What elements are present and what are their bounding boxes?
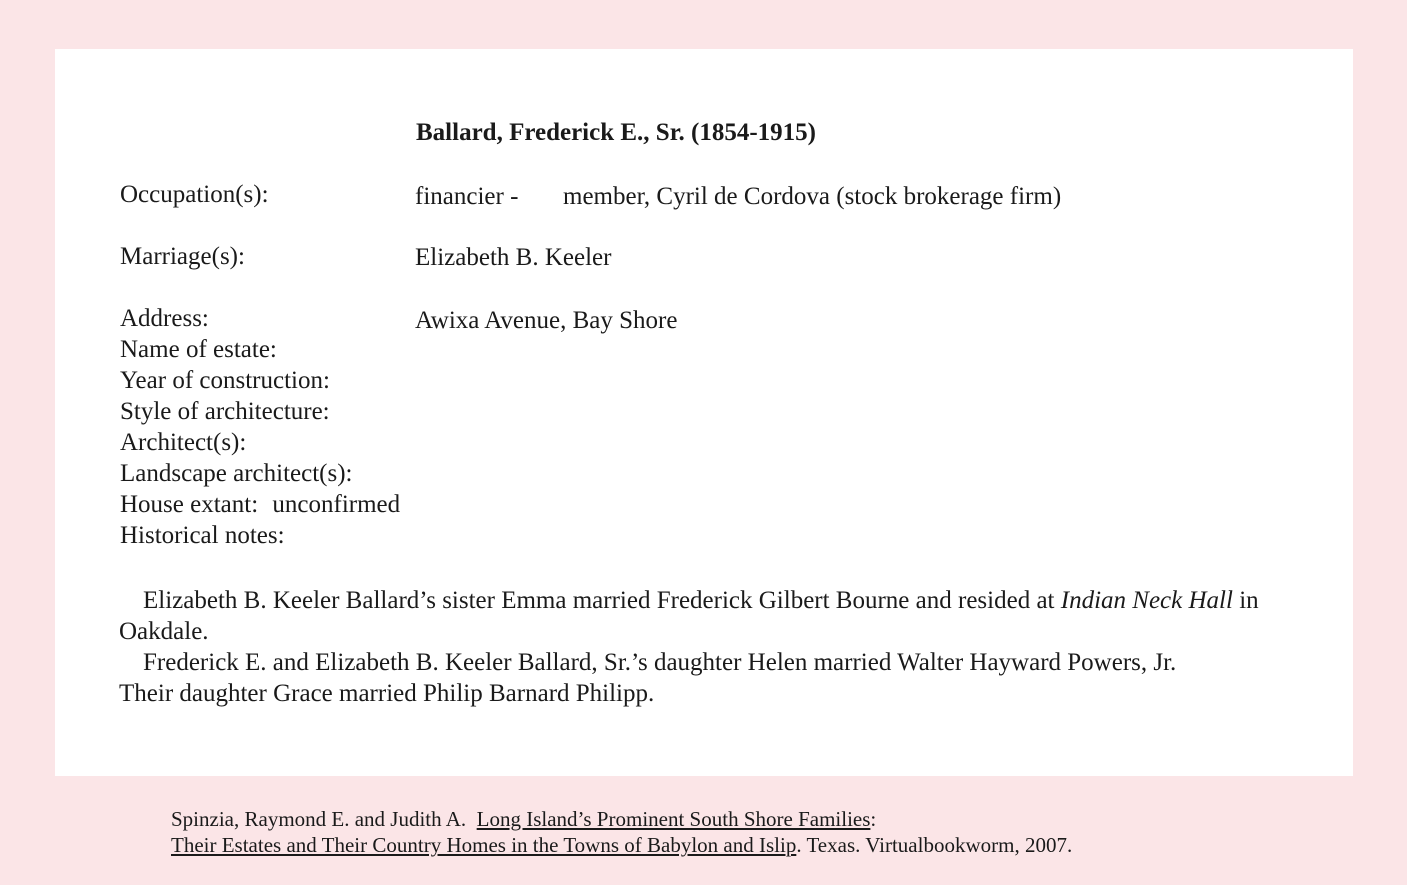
marriage-value: Elizabeth B. Keeler bbox=[415, 244, 612, 271]
citation-book-title: Long Island’s Prominent South Shore Families bbox=[476, 807, 871, 831]
historical-notes bbox=[119, 585, 1294, 709]
extant-row bbox=[120, 491, 400, 519]
note-continuation: Their daughter Grace married Philip Barnard Philipp. bbox=[119, 680, 655, 707]
occupation-title: financier - bbox=[415, 183, 519, 210]
architect-label: Architect(s): bbox=[120, 429, 247, 456]
citation-publisher: . Texas. Virtualbookworm, 2007. bbox=[796, 833, 1073, 857]
estate-label: Name of estate: bbox=[120, 336, 277, 363]
estate-name: Indian Neck Hall bbox=[1060, 587, 1233, 614]
marriage-label: Marriage(s): bbox=[120, 243, 245, 270]
note-paragraph bbox=[119, 647, 1294, 678]
citation-authors: Spinzia, Raymond E. and Judith A. bbox=[171, 807, 467, 831]
occupation-label: Occupation(s): bbox=[120, 181, 269, 208]
year-label: Year of construction: bbox=[120, 367, 330, 394]
occupation-detail: member, Cyril de Cordova (stock brokerage firm) bbox=[563, 183, 1062, 210]
citation-book-subtitle: Their Estates and Their Country Homes in the Towns of Babylon and Islip bbox=[171, 833, 797, 857]
notes-label: Historical notes: bbox=[120, 522, 285, 549]
landscape-label: Landscape architect(s): bbox=[120, 460, 353, 487]
address-label: Address: bbox=[120, 305, 209, 332]
note-text: Frederick E. and Elizabeth B. Keeler Ballard, Sr.’s daughter Helen married Walter Hayward Powers, Jr. bbox=[143, 649, 1177, 676]
address-value: Awixa Avenue, Bay Shore bbox=[415, 307, 678, 334]
citation-colon: : bbox=[870, 807, 877, 831]
note-text: Elizabeth B. Keeler Ballard’s sister Emma married Frederick Gilbert Bourne and resided at bbox=[143, 587, 1061, 614]
extant-label: House extant: bbox=[120, 491, 259, 518]
citation-line-1 bbox=[171, 806, 1072, 832]
citation-line-2 bbox=[171, 832, 1072, 858]
note-text: in Oakdale. bbox=[119, 587, 1259, 645]
note-paragraph bbox=[119, 585, 1294, 647]
style-label: Style of architecture: bbox=[120, 398, 330, 425]
citation bbox=[171, 806, 1072, 858]
record-title: Ballard, Frederick E., Sr. (1854-1915) bbox=[416, 119, 816, 146]
extant-value: unconfirmed bbox=[272, 491, 401, 518]
